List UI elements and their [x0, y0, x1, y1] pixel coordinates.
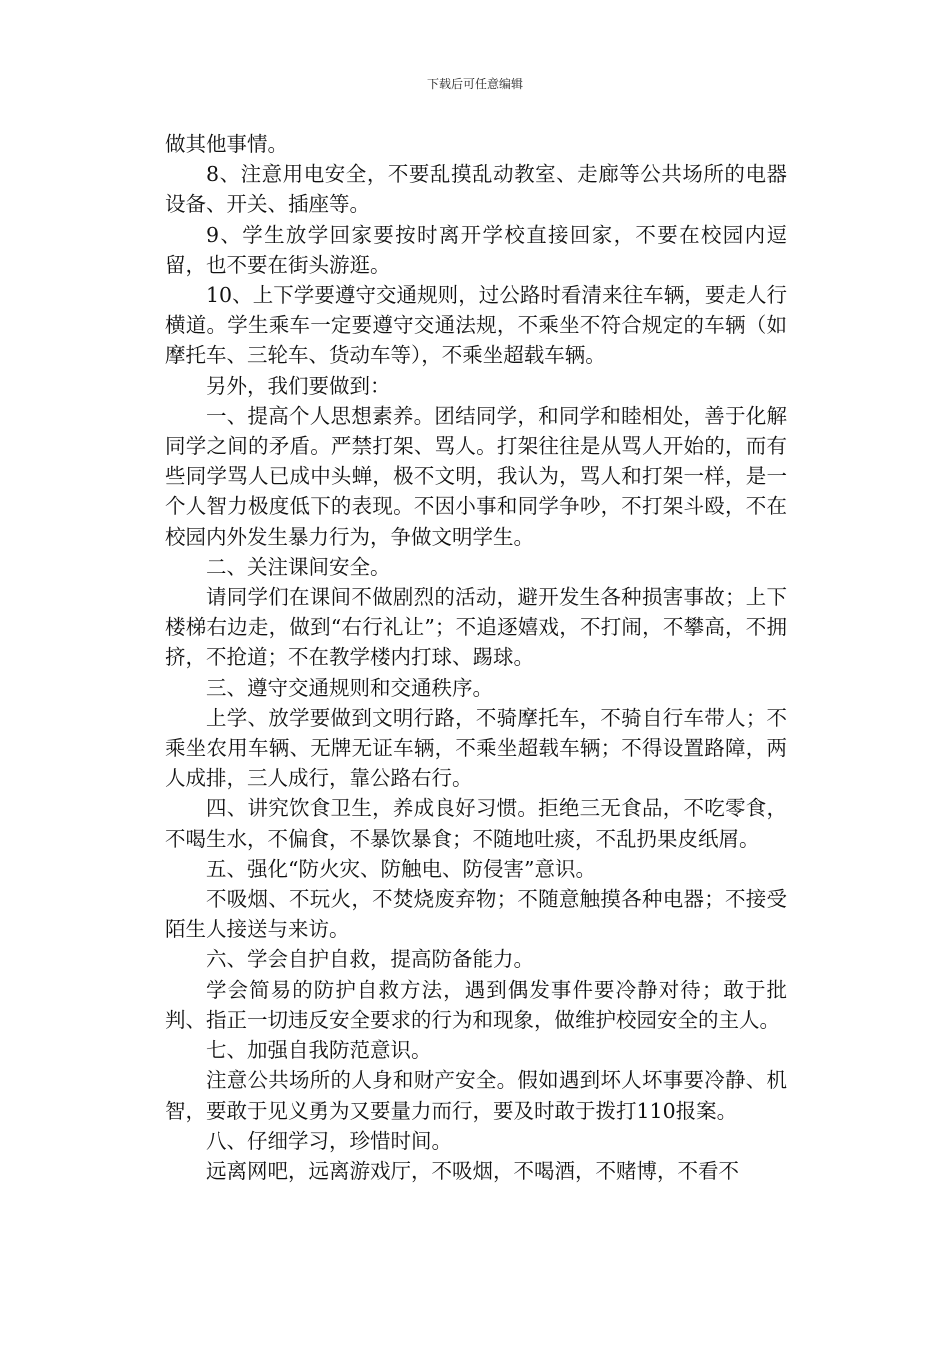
section-heading: 二、关注课间安全。: [206, 554, 391, 579]
paragraph: 注意公共场所的人身和财产安全。假如遇到坏人坏事要冷静、机智，要敢于见义勇为又要量力而行，要及时敢于拨打110报案。: [165, 1068, 787, 1123]
section-heading: 六、学会自护自救，提高防备能力。: [206, 947, 534, 972]
paragraph: 远离网吧，远离游戏厅，不吸烟，不喝酒，不赌博，不看不: [206, 1158, 739, 1183]
document-body: [165, 129, 787, 1186]
section-heading: 八、仔细学习，珍惜时间。: [206, 1128, 452, 1153]
paragraph: 不吸烟、不玩火，不焚烧废弃物；不随意触摸各种电器；不接受陌生人接送与来访。: [165, 887, 787, 942]
paragraph: 做其他事情。: [165, 132, 288, 156]
paragraph: 学会简易的防护自救方法，遇到偶发事件要冷静对待；敢于批判、指正一切违反安全要求的行为和现象，做维护校园安全的主人。: [165, 977, 787, 1032]
paragraph: 另外，我们要做到：: [206, 373, 391, 398]
paragraph: 请同学们在课间不做剧烈的活动，避开发生各种损害事故；上下楼梯右边走，做到“右行礼让”；不追逐嬉戏，不打闹，不攀高，不拥挤，不抢道；不在教学楼内打球、踢球。: [165, 585, 787, 670]
paragraph: 9、学生放学回家要按时离开学校直接回家，不要在校园内逗留，也不要在街头游逛。: [165, 222, 787, 277]
section-heading: 七、加强自我防范意识。: [206, 1038, 432, 1063]
page-header: 下载后可任意编辑: [426, 77, 523, 91]
section-heading: 五、强化“防火灾、防触电、防侵害”意识。: [206, 856, 596, 881]
paragraph: 8、注意用电安全，不要乱摸乱动教室、走廊等公共场所的电器设备、开关、插座等。: [165, 162, 787, 217]
paragraph: 一、提高个人思想素养。团结同学，和同学和睦相处，善于化解同学之间的矛盾。严禁打架、骂人。打架往往是从骂人开始的，而有些同学骂人已成中头蝉，极不文明，我认为，骂人和打架一样，是一个人智力极度低下的表现。不因小事和同学争吵，不打架斗殴，不在校园内外发生暴力行为，争做文明学生。: [165, 403, 787, 549]
section-heading: 三、遵守交通规则和交通秩序。: [206, 675, 493, 700]
paragraph: 四、讲究饮食卫生，养成良好习惯。拒绝三无食品，不吃零食，不喝生水，不偏食，不暴饮暴食；不随地吐痰，不乱扔果皮纸屑。: [165, 796, 787, 851]
paragraph: 上学、放学要做到文明行路，不骑摩托车，不骑自行车带人；不乘坐农用车辆、无牌无证车辆，不乘坐超载车辆；不得设置路障，两人成排，三人成行，靠公路右行。: [165, 705, 787, 791]
paragraph: 10、上下学要遵守交通规则，过公路时看清来往车辆，要走人行横道。学生乘车一定要遵守交通法规，不乘坐不符合规定的车辆（如摩托车、三轮车、货动车等），不乘坐超载车辆。: [165, 283, 787, 368]
